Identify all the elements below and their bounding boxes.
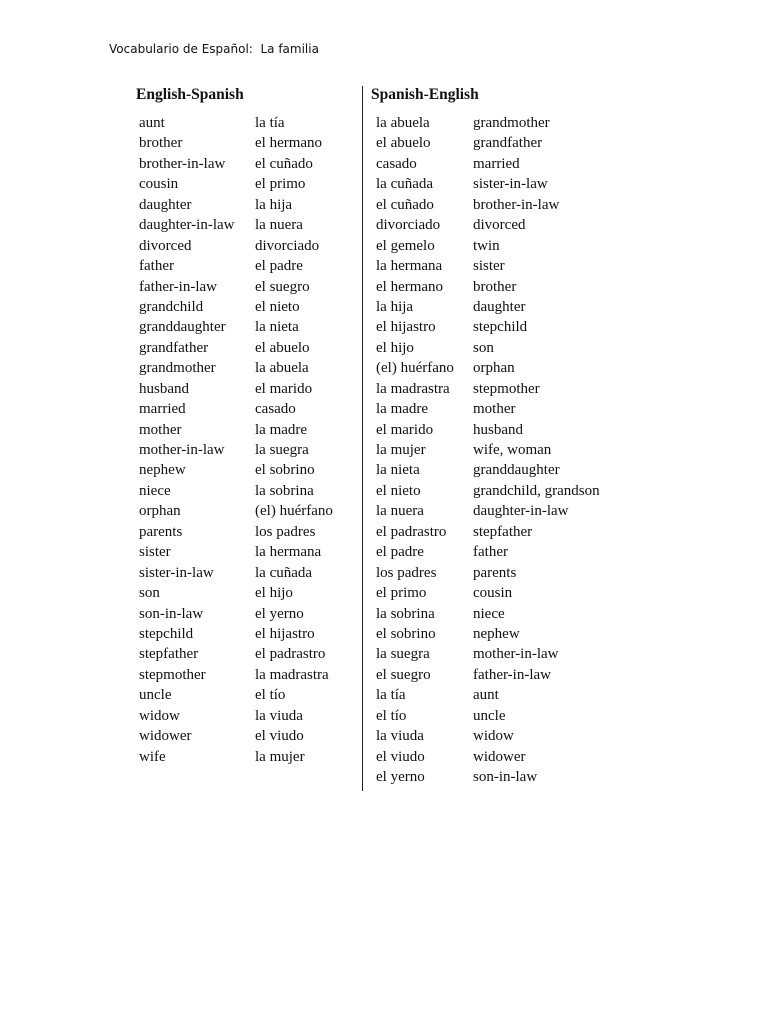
translation: father <box>473 544 508 561</box>
translation: niece <box>473 605 505 622</box>
term: el sobrino <box>376 625 436 642</box>
translation: mother-in-law <box>473 646 559 663</box>
translation: la mujer <box>255 748 305 765</box>
term: brother <box>139 135 183 152</box>
term: father <box>139 258 174 275</box>
term: sister <box>139 544 171 561</box>
term: la nieta <box>376 462 420 479</box>
english-spanish-heading: English-Spanish <box>136 86 244 103</box>
translation: daughter-in-law <box>473 503 569 520</box>
translation: brother <box>473 278 517 295</box>
translation: la nuera <box>255 217 303 234</box>
translation: nephew <box>473 625 520 642</box>
translation: grandfather <box>473 135 543 152</box>
translation: la madre <box>255 421 308 438</box>
translation: el cuñado <box>255 155 313 172</box>
term: stepmother <box>139 666 206 683</box>
translation: sister-in-law <box>473 176 548 193</box>
translation: el hijo <box>255 585 293 602</box>
translation: son-in-law <box>473 769 538 785</box>
translation: daughter <box>473 298 526 315</box>
translation: la abuela <box>255 360 309 377</box>
term: el yerno <box>376 769 425 785</box>
term: grandfather <box>139 339 209 356</box>
term: stepchild <box>139 625 194 642</box>
translation: el padrastro <box>255 646 326 663</box>
translation: el viudo <box>255 728 304 745</box>
term: el hermano <box>376 278 444 295</box>
term: el nieto <box>376 482 421 499</box>
term: el padrastro <box>376 523 447 540</box>
translation: stepchild <box>473 319 528 336</box>
term: la mujer <box>376 442 426 458</box>
translation: el hermano <box>255 135 323 152</box>
translation: la hermana <box>255 544 322 561</box>
translation: widower <box>473 748 526 765</box>
translation: grandchild, grandson <box>473 482 600 499</box>
term: father-in-law <box>139 278 217 295</box>
translation: la sobrina <box>255 482 314 499</box>
translation: la tía <box>255 115 285 131</box>
translation: orphan <box>473 360 515 377</box>
translation: twin <box>473 237 500 254</box>
term: orphan <box>139 503 181 520</box>
term: (el) huérfano <box>376 360 454 377</box>
term: los padres <box>376 564 437 581</box>
translation: uncle <box>473 707 506 724</box>
translation: casado <box>255 401 296 418</box>
term: la suegra <box>376 646 430 663</box>
term: divorciado <box>376 217 441 234</box>
translation: stepmother <box>473 380 540 397</box>
term: el suegro <box>376 666 431 683</box>
translation: la viuda <box>255 707 303 724</box>
translation: el primo <box>255 176 306 193</box>
translation: el yerno <box>255 605 304 622</box>
term: el primo <box>376 585 427 602</box>
term: la tía <box>376 687 406 704</box>
term: grandchild <box>139 298 204 315</box>
term: aunt <box>139 115 165 131</box>
translation: el suegro <box>255 278 310 295</box>
spanish-english-heading: Spanish-English <box>371 86 479 103</box>
translation: el tío <box>255 687 286 704</box>
translation: divorciado <box>255 237 320 254</box>
term: nephew <box>139 462 186 479</box>
translation: parents <box>473 564 517 581</box>
term: niece <box>139 482 171 499</box>
term: sister-in-law <box>139 564 214 581</box>
translation: divorced <box>473 217 526 234</box>
translation: son <box>473 339 494 356</box>
translation: la nieta <box>255 319 299 336</box>
term: la madre <box>376 401 429 418</box>
term: el hijo <box>376 339 414 356</box>
term: son-in-law <box>139 605 204 622</box>
term: mother <box>139 421 182 438</box>
translation: widow <box>473 728 514 745</box>
translation: la suegra <box>255 442 309 458</box>
term: granddaughter <box>139 319 226 336</box>
term: el tío <box>376 707 407 724</box>
translation: el padre <box>255 258 303 275</box>
translation: el marido <box>255 380 313 397</box>
translation: la madrastra <box>255 666 329 683</box>
term: husband <box>139 380 189 397</box>
term: el viudo <box>376 748 425 765</box>
term: widower <box>139 728 192 745</box>
term: divorced <box>139 237 192 254</box>
translation: aunt <box>473 687 499 704</box>
translation: los padres <box>255 523 316 540</box>
term: el hijastro <box>376 319 436 336</box>
translation: el abuelo <box>255 339 310 356</box>
translation: husband <box>473 421 523 438</box>
translation: el nieto <box>255 298 300 315</box>
translation: sister <box>473 258 505 275</box>
term: casado <box>376 155 417 172</box>
term: mother-in-law <box>139 442 225 458</box>
term: son <box>139 585 160 602</box>
term: la cuñada <box>376 176 434 193</box>
term: wife <box>139 748 166 765</box>
translation: wife, woman <box>473 442 552 458</box>
translation: el hijastro <box>255 625 315 642</box>
translation: mother <box>473 401 516 418</box>
term: la nuera <box>376 503 424 520</box>
translation: grandmother <box>473 115 550 131</box>
term: la hija <box>376 298 414 315</box>
translation: cousin <box>473 585 513 602</box>
translation: (el) huérfano <box>255 503 333 520</box>
term: brother-in-law <box>139 155 226 172</box>
translation: la hija <box>255 196 293 213</box>
term: el marido <box>376 421 434 438</box>
translation: la cuñada <box>255 564 313 581</box>
term: el padre <box>376 544 424 561</box>
term: daughter-in-law <box>139 217 235 234</box>
term: daughter <box>139 196 192 213</box>
translation: brother-in-law <box>473 196 560 213</box>
page-title: Vocabulario de Español: La familia <box>109 42 319 56</box>
term: grandmother <box>139 360 216 377</box>
translation: stepfather <box>473 523 533 540</box>
translation: el sobrino <box>255 462 315 479</box>
term: uncle <box>139 687 172 704</box>
term: el cuñado <box>376 196 434 213</box>
term: la viuda <box>376 728 424 745</box>
term: la madrastra <box>376 380 450 397</box>
term: married <box>139 401 186 418</box>
term: la hermana <box>376 258 443 275</box>
term: la abuela <box>376 115 430 131</box>
translation: father-in-law <box>473 666 551 683</box>
translation: married <box>473 155 520 172</box>
term: el gemelo <box>376 237 435 254</box>
term: el abuelo <box>376 135 431 152</box>
term: la sobrina <box>376 605 435 622</box>
term: parents <box>139 523 183 540</box>
term: cousin <box>139 176 179 193</box>
column-divider <box>362 86 363 791</box>
translation: granddaughter <box>473 462 560 479</box>
term: widow <box>139 707 180 724</box>
term: stepfather <box>139 646 199 663</box>
